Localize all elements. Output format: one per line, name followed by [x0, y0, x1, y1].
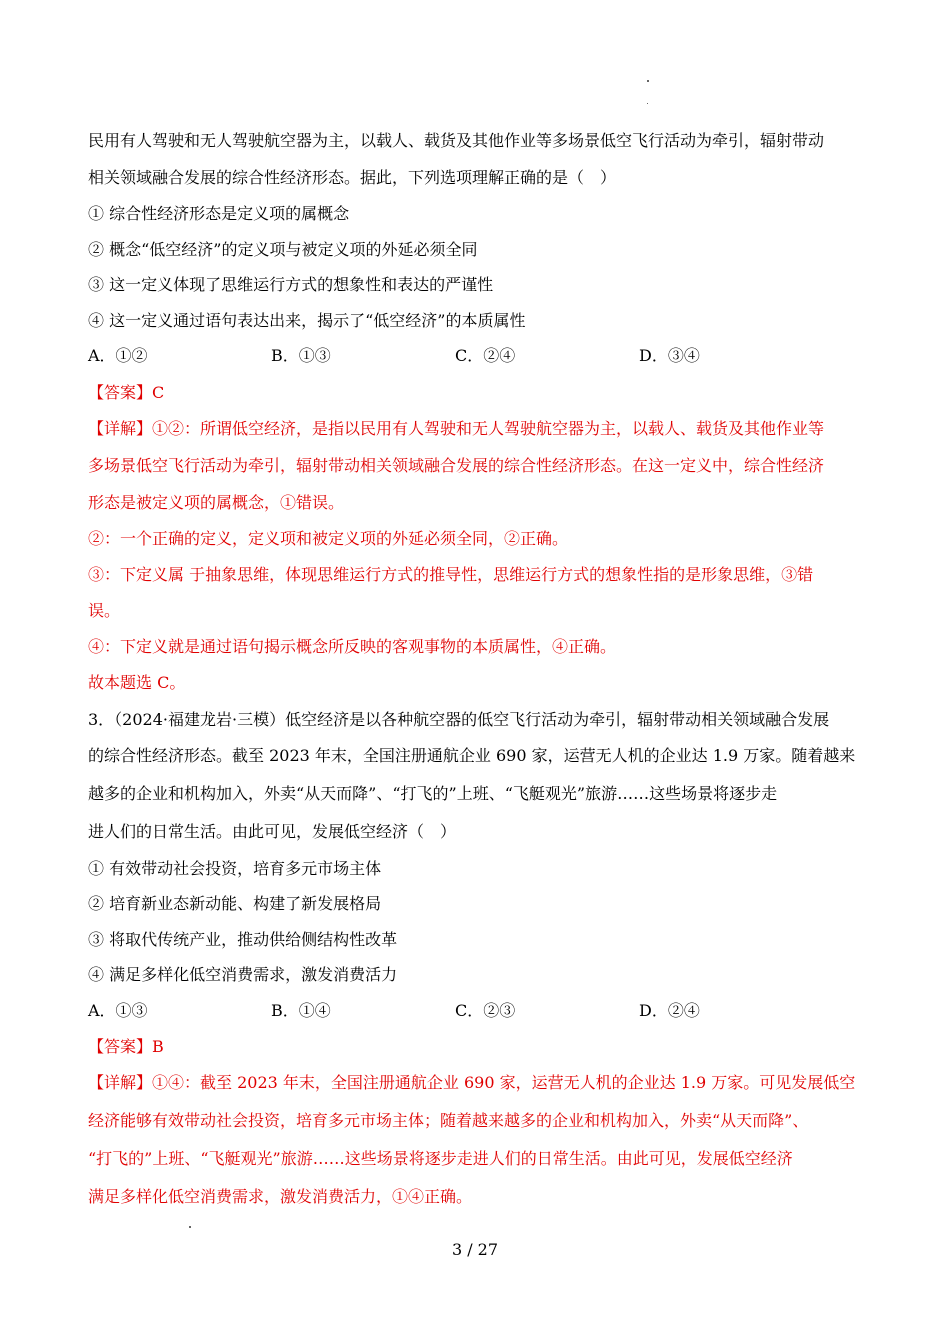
q3-stem-line: 3．（2024·福建龙岩·三模）低空经济是以各种航空器的低空飞行活动为牵引，辐射带动相关领域融合发展 [88, 710, 830, 729]
q3-stem-line: 越多的企业和机构加入，外卖“从天而降”、“打飞的”上班、“飞艇观光”旅游……这些场景将逐步走 [88, 784, 778, 803]
q3-detail-line: 【详解】①④：截至 2023 年末，全国注册通航企业 690 家，运营无人机的企业达 1.9 万家。可见发展低空 [88, 1073, 856, 1092]
q3-stem-line: 进人们的日常生活。由此可见，发展低空经济（ ） [88, 822, 457, 841]
q3-answer: 【答案】B [88, 1037, 164, 1056]
q2-item: ② 概念“低空经济”的定义项与被定义项的外延必须全同 [88, 240, 478, 259]
q2-answer: 【答案】C [88, 383, 165, 402]
mark-dot [647, 103, 648, 104]
q3-option-a: A．①③ [88, 1001, 148, 1020]
q3-option-c: C．②③ [455, 1001, 516, 1020]
q2-detail-line: ③：下定义属 于抽象思维，体现思维运行方式的推导性，思维运行方式的想象性指的是形象思维，③错 [88, 565, 814, 584]
page-number: 3 / 27 [451, 1240, 499, 1259]
q2-item: ④ 这一定义通过语句表达出来，揭示了“低空经济”的本质属性 [88, 311, 526, 330]
q2-stem-line: 相关领域融合发展的综合性经济形态。据此，下列选项理解正确的是（ ） [88, 168, 617, 187]
q2-detail-line: ④：下定义就是通过语句揭示概念所反映的客观事物的本质属性，④正确。 [88, 637, 617, 656]
q2-detail-line: 【详解】①②：所谓低空经济，是指以民用有人驾驶和无人驾驶航空器为主，以载人、载货及其他作业等 [88, 419, 825, 438]
q3-item: ④ 满足多样化低空消费需求，激发消费活力 [88, 965, 398, 984]
q2-stem-line: 民用有人驾驶和无人驾驶航空器为主，以载人、载货及其他作业等多场景低空飞行活动为牵引，辐射带动 [88, 131, 825, 150]
q2-item: ③ 这一定义体现了思维运行方式的想象性和表达的严谨性 [88, 275, 494, 294]
q2-option-c: C．②④ [455, 346, 516, 365]
q3-item: ② 培育新业态新动能、构建了新发展格局 [88, 894, 382, 913]
q3-option-b: B．①④ [271, 1001, 331, 1020]
mark-dot [189, 1226, 191, 1228]
q2-detail-line: 误。 [88, 601, 121, 620]
q2-option-a: A．①② [88, 346, 148, 365]
q3-detail-line: 经济能够有效带动社会投资，培育多元市场主体；随着越来越多的企业和机构加入，外卖“从天而降”、 [88, 1111, 809, 1130]
q3-detail-line: “打飞的”上班、“飞艇观光”旅游……这些场景将逐步走进人们的日常生活。由此可见，发展低空经济 [88, 1149, 793, 1168]
q2-option-b: B．①③ [271, 346, 331, 365]
q2-item: ① 综合性经济形态是定义项的属概念 [88, 204, 350, 223]
q3-item: ① 有效带动社会投资，培育多元市场主体 [88, 859, 382, 878]
q3-detail-line: 满足多样化低空消费需求，激发消费活力，①④正确。 [88, 1187, 473, 1206]
q2-option-d: D．③④ [639, 346, 700, 365]
q3-stem-line: 的综合性经济形态。截至 2023 年末，全国注册通航企业 690 家，运营无人机的企业达 1.9 万家。随着越来 [88, 746, 856, 765]
q3-item: ③ 将取代传统产业，推动供给侧结构性改革 [88, 930, 398, 949]
q2-detail-line: 形态是被定义项的属概念，①错误。 [88, 493, 345, 512]
q2-detail-line: ②：一个正确的定义，定义项和被定义项的外延必须全同，②正确。 [88, 529, 569, 548]
q2-detail-line: 故本题选 C。 [88, 673, 186, 692]
q2-detail-line: 多场景低空飞行活动为牵引，辐射带动相关领域融合发展的综合性经济形态。在这一定义中，综合性经济 [88, 456, 825, 475]
q3-option-d: D．②④ [639, 1001, 700, 1020]
mark-dot [647, 80, 649, 82]
